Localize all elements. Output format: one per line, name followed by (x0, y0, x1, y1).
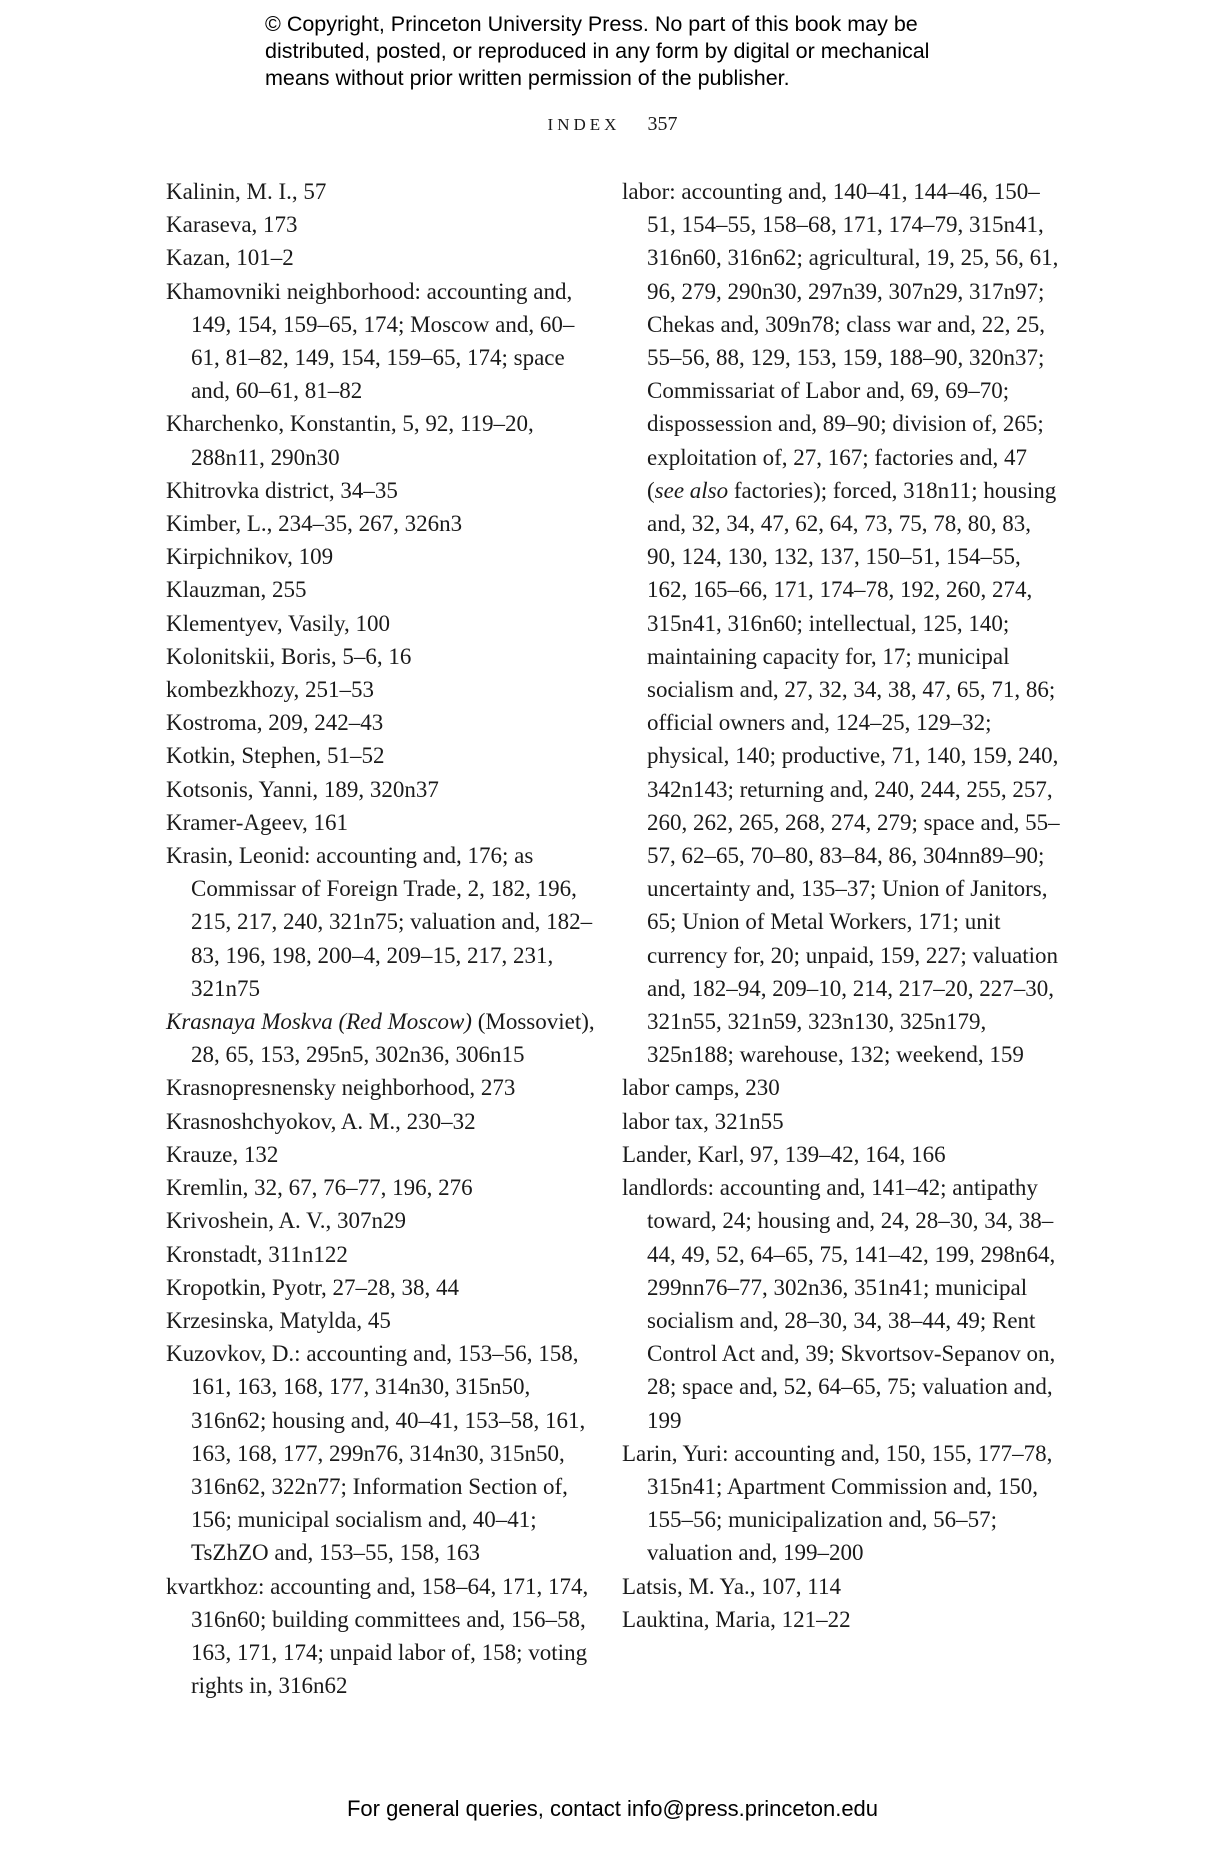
index-entry: Kostroma, 209, 242–43 (166, 710, 384, 736)
index-entry: labor camps, 230 (622, 1075, 780, 1101)
index-entry: Kalinin, M. I., 57 (166, 179, 327, 204)
index-entry: Khamovniki neighborhood: accounting and, 149, 154, 159–65, 174; Moscow and, 60–61, 81–82, 149, 154, 159–65, 174; space and, 60–61, 81–82 (166, 278, 575, 404)
labor-part-1: labor: accounting and, 140–41, 144–46, 150–51, 154–55, 158–68, 171, 174–79, 315n41, 316n60, 316n62; agricultural, 19, 25, 56, 61, 96, 279, 290n30, 297n39, 307n29, 317n97; Chekas and, 309n78; class war and, 22, 25, 55–56, 88, 129, 153, 159, 188–90, 320n37; Commissariat of Labor and, 69, 69–70; dispossession and, 89–90; division of, 265; exploitation of, 27, 167; factories and, 47 ( (622, 179, 1059, 503)
index-entry: Kuzovkov, D.: accounting and, 153–56, 158, 161, 163, 168, 177, 314n30, 315n50, 316n62; housing and, 40–41, 153–58, 161, 163, 168, 177, 299n76, 314n30, 315n50, 316n62, 322n77; Information Section of, 156; municipal socialism and, 40–41; TsZhZO and, 153–55, 158, 163 (166, 1341, 586, 1566)
footer-contact: For general queries, contact info@press.princeton.edu (346, 1796, 879, 1821)
index-entry: Khitrovka district, 34–35 (166, 477, 398, 503)
index-entry: Lander, Karl, 97, 139–42, 164, 166 (622, 1141, 946, 1167)
index-entry: Kronstadt, 311n122 (166, 1241, 348, 1267)
krasnaya-rest: (Mossoviet), 28, 65, 153, 295n5, 302n36, 306n15 (191, 1009, 595, 1068)
copyright-line-3: means without prior written permission of the publisher. (265, 66, 790, 90)
index-entry: Krasnopresnensky neighborhood, 273 (166, 1075, 516, 1101)
labor-see-also-italic: see also (654, 477, 729, 503)
index-entry: Kharchenko, Konstantin, 5, 92, 119–20, 288n11, 290n30 (166, 411, 534, 470)
copyright-notice (265, 11, 1005, 92)
copyright-line-1: © Copyright, Princeton University Press. No part of this book may be (265, 12, 918, 36)
index-entry: Lauktina, Maria, 121–22 (622, 1606, 851, 1632)
page-number: 357 (647, 113, 678, 135)
index-entry: Kropotkin, Pyotr, 27–28, 38, 44 (166, 1274, 459, 1300)
index-entry: Krivoshein, A. V., 307n29 (166, 1208, 407, 1234)
index-entry: Kotsonis, Yanni, 189, 320n37 (166, 776, 439, 802)
index-entry: Larin, Yuri: accounting and, 150, 155, 177–78, 315n41; Apartment Commission and, 150, 155–56; municipalization and, 56–57; valuation and, 199–200 (622, 1440, 1053, 1566)
index-entry: kombezkhozy, 251–53 (166, 677, 375, 703)
index-entry: Latsis, M. Ya., 107, 114 (622, 1573, 841, 1599)
index-entry-labor (622, 175, 1060, 1071)
index-entry: Krasnoshchyokov, A. M., 230–32 (166, 1108, 476, 1134)
index-entry: Kolonitskii, Boris, 5–6, 16 (166, 643, 412, 669)
index-entry-krasnaya-moskva (166, 1005, 598, 1071)
index-entry: Krasin, Leonid: accounting and, 176; as Commissar of Foreign Trade, 2, 182, 196, 215, 217, 240, 321n75; valuation and, 182–83, 196, 198, 200–4, 209–15, 217, 231, 321n75 (166, 843, 593, 1001)
index-column-left (166, 175, 598, 1702)
index-column-right (622, 175, 1060, 1636)
index-entry: Kotkin, Stephen, 51–52 (166, 743, 385, 769)
index-entry: Kirpichnikov, 109 (166, 544, 334, 570)
index-entry: Kremlin, 32, 67, 76–77, 196, 276 (166, 1175, 473, 1201)
krasnaya-title-italic: Krasnaya Moskva (Red Moscow) (166, 1009, 472, 1035)
index-entry: labor tax, 321n55 (622, 1108, 784, 1134)
index-entry: Karaseva, 173 (166, 212, 298, 238)
running-head (0, 113, 1225, 136)
copyright-line-2: distributed, posted, or reproduced in any form by digital or mechanical (265, 39, 930, 63)
index-entry: Kramer-Ageev, 161 (166, 809, 348, 835)
index-entry: landlords: accounting and, 141–42; antipathy toward, 24; housing and, 24, 28–30, 34, 38–44, 49, 52, 64–65, 75, 141–42, 199, 298n64, 299nn76–77, 302n36, 351n41; municipal socialism and, 28–30, 34, 38–44, 49; Rent Control Act and, 39; Skvortsov-Sepanov on, 28; space and, 52, 64–65, 75; valuation and, 199 (622, 1175, 1056, 1433)
running-head-label: INDEX (547, 115, 621, 134)
index-entry: Kazan, 101–2 (166, 245, 294, 271)
index-entry: Krauze, 132 (166, 1141, 279, 1167)
index-entry: Klementyev, Vasily, 100 (166, 610, 391, 636)
index-entry: Kimber, L., 234–35, 267, 326n3 (166, 511, 463, 537)
labor-part-2: factories); forced, 318n11; housing and, 32, 34, 47, 62, 64, 73, 75, 78, 80, 83, 90, 124, 130, 132, 137, 150–51, 154–55, 162, 165–66, 171, 174–78, 192, 260, 274, 315n41, 316n60; intellectual, 125, 140; maintaining capacity for, 17; municipal socialism and, 27, 32, 34, 38, 47, 65, 71, 86; official owners and, 124–25, 129–32; physical, 140; productive, 71, 140, 159, 240, 342n143; returning and, 240, 244, 255, 257, 260, 262, 265, 268, 274, 279; space and, 55–57, 62–65, 70–80, 83–84, 86, 304nn89–90; uncertainty and, 135–37; Union of Janitors, 65; Union of Metal Workers, 171; unit currency for, 20; unpaid, 159, 227; valuation and, 182–94, 209–10, 214, 217–20, 227–30, 321n55, 321n59, 323n130, 325n179, 325n188; warehouse, 132; weekend, 159 (647, 477, 1060, 1068)
index-entry: kvartkhoz: accounting and, 158–64, 171, 174, 316n60; building committees and, 156–58, 163, 171, 174; unpaid labor of, 158; voting rights in, 316n62 (166, 1573, 589, 1699)
index-entry: Klauzman, 255 (166, 577, 307, 603)
index-entry: Krzesinska, Matylda, 45 (166, 1307, 391, 1333)
